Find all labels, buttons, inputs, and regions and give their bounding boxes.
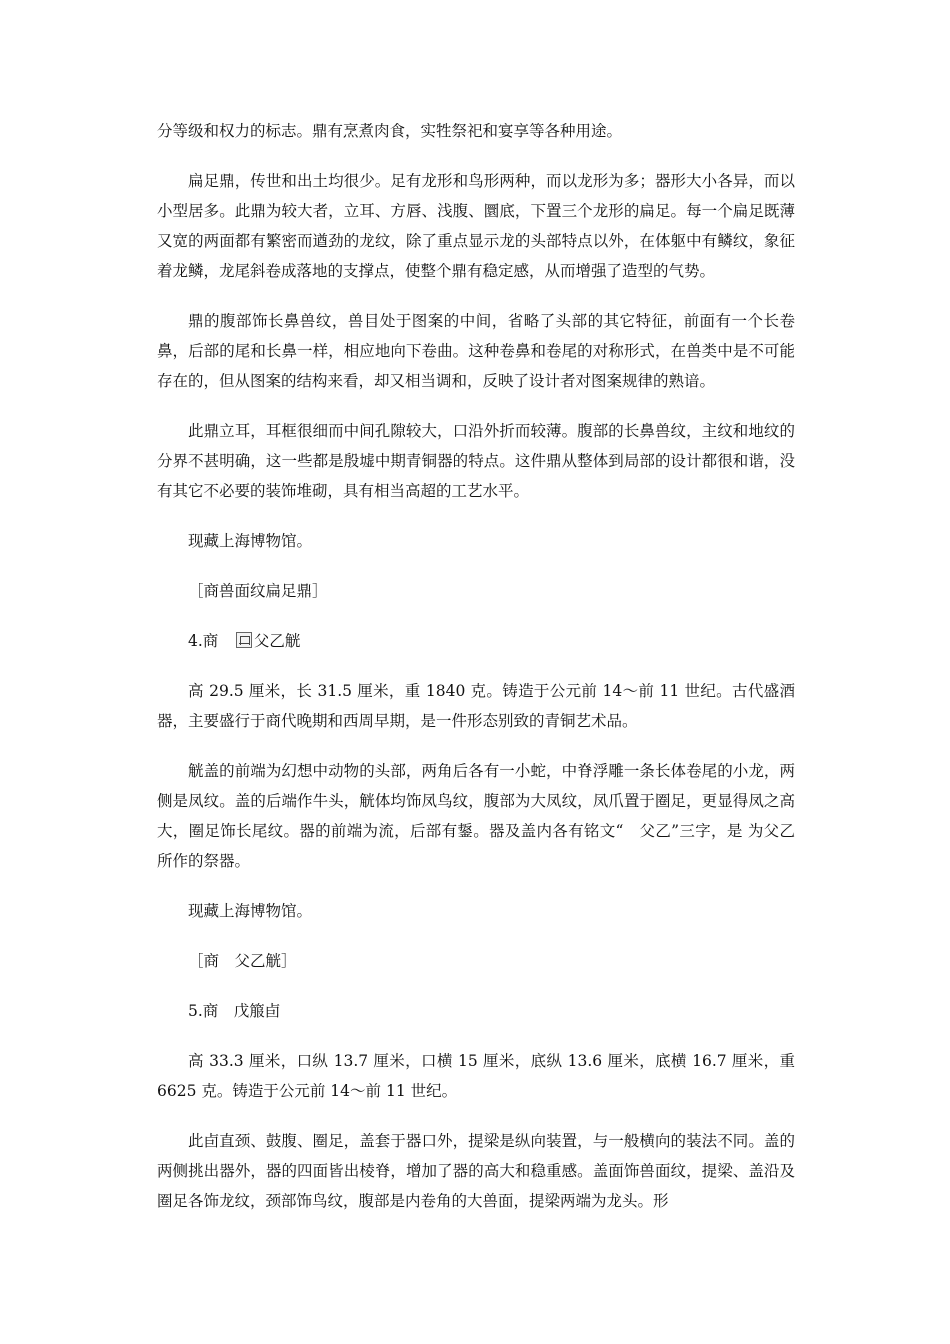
paragraph: 此卣直颈、鼓腹、圈足，盖套于器口外，提梁是纵向装置，与一般横向的装法不同。盖的两侧挑出器外，器的四面皆出棱脊，增加了器的高大和稳重感。盖面饰兽面纹，提梁、盖沿及圈足各饰龙纹，颈部饰鸟纹，腹部是内卷角的大兽面，提梁两端为龙头。形 — [157, 1132, 795, 1210]
paragraph: 现藏上海博物馆。 — [188, 902, 313, 920]
paragraph: 扁足鼎，传世和出土均很少。足有龙形和鸟形两种，而以龙形为多；器形大小各异，而以小型居多。此鼎为较大者，立耳、方唇、浅腹、圜底，下置三个龙形的扁足。每一个扁足既薄又宽的两面都有繁密而遒劲的龙纹，除了重点显示龙的头部特点以外，在体躯中有鳞纹，象征着龙鳞，龙尾斜卷成落地的支撑点，使整个鼎有稳定感，从而增强了造型的气势。 — [157, 172, 795, 280]
paragraph: 分等级和权力的标志。鼎有烹煮肉食，实牲祭祀和宴享等各种用途。 — [157, 122, 623, 140]
document-body — [157, 116, 795, 1236]
heading-number: 4.商 — [188, 632, 219, 650]
heading-title: 父乙觥 — [253, 632, 301, 650]
paragraph: 觥盖的前端为幻想中动物的头部，两角后各有一小蛇，中脊浮雕一条长体卷尾的小龙，两侧是凤纹。盖的后端作牛头，觥体均饰凤鸟纹，腹部为大凤纹，凤爪置于圈足，更显得凤之高大，圈足饰长尾纹。器的前端为流，后部有鋬。器及盖内各有铭文“ 父乙”三字，是 为父乙所作的祭器。 — [157, 762, 795, 870]
section-heading — [157, 626, 795, 656]
inscription-glyph-icon — [236, 632, 252, 648]
paragraph: 此鼎立耳，耳框很细而中间孔隙较大，口沿外折而较薄。腹部的长鼻兽纹，主纹和地纹的分界不甚明确，这一些都是殷墟中期青铜器的特点。这件鼎从整体到局部的设计都很和谐，没有其它不必要的装饰堆砌，具有相当高超的工艺水平。 — [157, 422, 795, 500]
paragraph: 高 33.3 厘米，口纵 13.7 厘米，口横 15 厘米，底纵 13.6 厘米，底横 16.7 厘米，重 6625 克。铸造于公元前 14～前 11 世纪。 — [157, 1052, 795, 1100]
caption: ［商兽面纹扁足鼎］ — [188, 582, 328, 600]
caption: ［商 父乙觥］ — [188, 952, 297, 970]
paragraph: 鼎的腹部饰长鼻兽纹，兽目处于图案的中间，省略了头部的其它特征，前面有一个长卷鼻，后部的尾和长鼻一样，相应地向下卷曲。这种卷鼻和卷尾的对称形式，在兽类中是不可能存在的，但从图案的结构来看，却又相当调和，反映了设计者对图案规律的熟谙。 — [157, 312, 795, 390]
paragraph: 现藏上海博物馆。 — [188, 532, 313, 550]
paragraph: 高 29.5 厘米，长 31.5 厘米，重 1840 克。铸造于公元前 14～前 11 世纪。古代盛酒器，主要盛行于商代晚期和西周早期，是一件形态别致的青铜艺术品。 — [157, 682, 795, 730]
section-heading: 5.商 戊箙卣 — [188, 1002, 281, 1020]
